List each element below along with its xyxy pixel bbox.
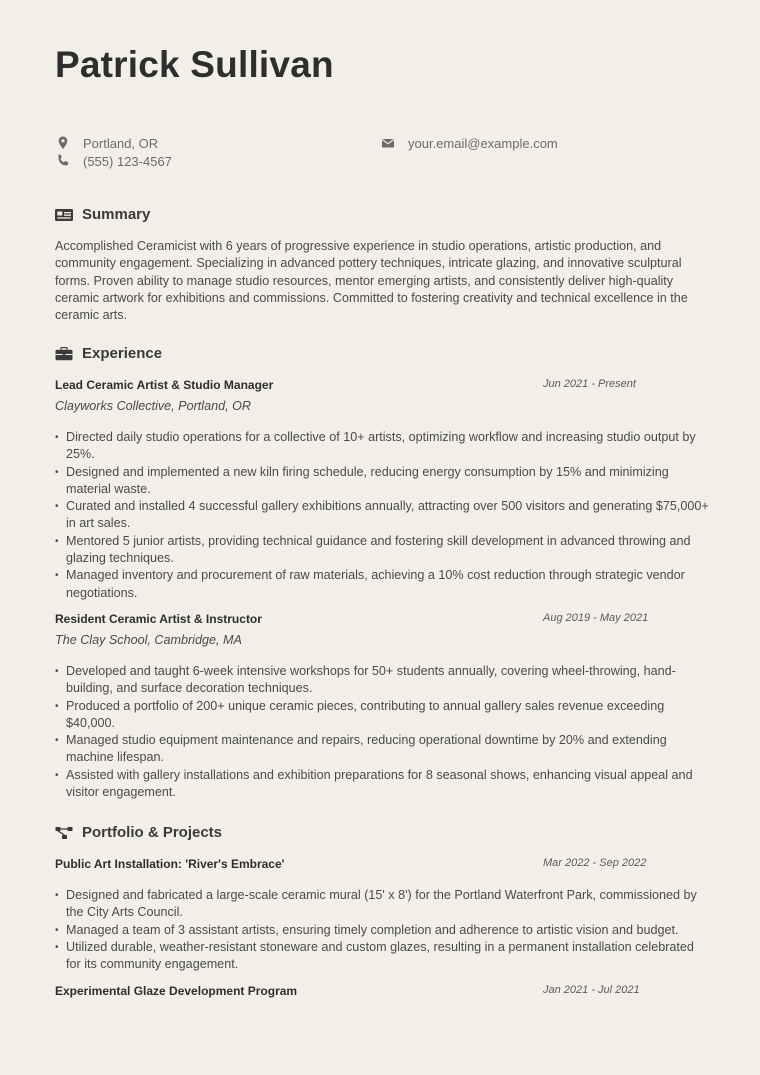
portfolio-title: Portfolio & Projects [82, 824, 223, 841]
briefcase-icon [55, 347, 73, 361]
job-bullets [55, 663, 710, 801]
email-link[interactable]: your.email@example.com [408, 135, 558, 151]
contact-email [380, 135, 558, 151]
summary-title: Summary [82, 206, 151, 223]
job-title: Lead Ceramic Artist & Studio Manager [55, 378, 274, 392]
envelope-icon [380, 135, 396, 151]
job-organization: The Clay School, Cambridge, MA [55, 633, 242, 647]
phone-text: (555) 123-4567 [83, 153, 172, 169]
list-item: • Designed and fabricated a large-scale ceramic mural (15' x 8') for the Portland Waterfront Park, commissioned by the City Arts Council. [55, 887, 710, 922]
list-item: • Developed and taught 6-week intensive workshops for 50+ students annually, covering wheel-throwing, hand-building, and surface decoration techniques. [55, 663, 710, 698]
project-bullets [55, 887, 710, 973]
job-dates: Aug 2019 - May 2021 [543, 612, 649, 624]
candidate-name: Patrick Sullivan [55, 44, 334, 85]
project-diagram-icon [55, 826, 73, 840]
list-item: • Curated and installed 4 successful gallery exhibitions annually, attracting over 500 visitors and generating $75,000+ in art sales. [55, 498, 710, 533]
project-title: Experimental Glaze Development Program [55, 984, 298, 998]
list-item: • Managed inventory and procurement of raw materials, achieving a 10% cost reduction through strategic vendor negotiations. [55, 567, 710, 602]
list-item: • Assisted with gallery installations and exhibition preparations for 8 seasonal shows, enhancing visual appeal and visitor engagement. [55, 767, 710, 802]
summary-text: Accomplished Ceramicist with 6 years of progressive experience in studio operations, artistic production, and community engagement. Specializing in advanced pottery techniques, intricate glazing, and innovative sculptural forms. Proven ability to manage studio resources, mentor emerging artists, and consistently deliver high-quality ceramic artwork for exhibitions and commissions. Committed to fostering creativity and technical excellence in the ceramic arts. [55, 239, 688, 323]
list-item: • Mentored 5 junior artists, providing technical guidance and fostering skill development in advanced throwing and glazing techniques. [55, 533, 710, 568]
location-text: Portland, OR [83, 135, 159, 151]
project-dates: Mar 2022 - Sep 2022 [543, 857, 647, 869]
summary-heading [55, 206, 150, 223]
contact-phone [55, 153, 172, 169]
contact-location [55, 135, 158, 151]
phone-icon [55, 153, 71, 169]
experience-title: Experience [82, 345, 163, 362]
job-organization: Clayworks Collective, Portland, OR [55, 399, 251, 413]
job-bullets [55, 429, 710, 602]
list-item: • Designed and implemented a new kiln firing schedule, reducing energy consumption by 15% and minimizing material waste. [55, 464, 710, 499]
list-item: • Utilized durable, weather-resistant stoneware and custom glazes, resulting in a permanent installation celebrated for its community engagement. [55, 939, 710, 974]
portfolio-heading [55, 824, 222, 841]
map-marker-icon [55, 135, 71, 151]
list-item: • Managed a team of 3 assistant artists, ensuring timely completion and adherence to artistic vision and budget. [55, 922, 710, 939]
job-dates: Jun 2021 - Present [543, 378, 636, 390]
experience-heading [55, 345, 162, 362]
project-dates: Jan 2021 - Jul 2021 [543, 984, 640, 996]
project-title: Public Art Installation: 'River's Embrace' [55, 857, 285, 871]
id-card-icon [55, 208, 73, 222]
list-item: • Produced a portfolio of 200+ unique ceramic pieces, contributing to annual gallery sales revenue exceeding $40,000. [55, 698, 710, 733]
list-item: • Managed studio equipment maintenance and repairs, reducing operational downtime by 20% and extending machine lifespan. [55, 732, 710, 767]
job-title: Resident Ceramic Artist & Instructor [55, 612, 262, 626]
list-item: • Directed daily studio operations for a collective of 10+ artists, optimizing workflow and increasing studio output by 25%. [55, 429, 710, 464]
